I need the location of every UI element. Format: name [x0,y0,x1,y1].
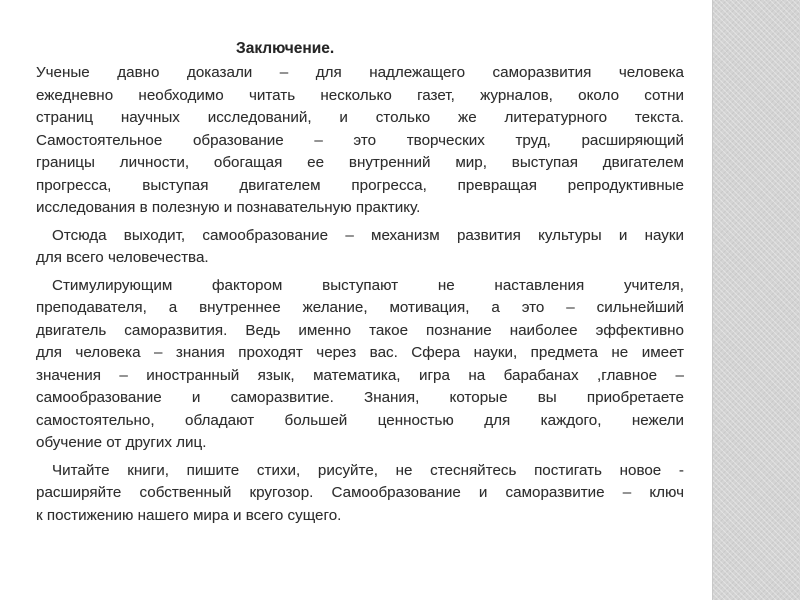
text-line: Ученые давно доказали – для надлежащего саморазвития человека [36,64,684,81]
text-line: Отсюда выходит, самообразование – механизм развития культуры и науки [52,226,684,244]
text-line: значения – иностранный язык, математика, игра на барабанах ,главное – [36,366,684,384]
text-line: самообразование и саморазвитие. Знания, которые вы приобретаете [36,389,684,406]
paragraph-1 [36,62,684,220]
text-line: Стимулирующим фактором выступают не наставления учителя, [52,276,684,294]
paragraph-2 [36,225,684,270]
document-title: Заключение. [236,40,335,57]
text-line: самостоятельно, обладают большей ценностью для каждого, нежели [36,411,684,429]
text-line: исследования в полезную и познавательную практику. [36,199,421,216]
text-line: обучение от других лиц. [36,434,207,451]
text-line: прогресса, выступая двигателем прогресса, превращая репродуктивные [36,176,684,194]
text-line: к постижению нашего мира и всего сущего. [36,506,342,524]
document-body [36,38,684,527]
decorative-side-panel [712,0,800,600]
text-line: двигатель саморазвития. Ведь именно такое познание наиболее эффективно [36,321,684,339]
paragraph-4 [36,460,684,528]
text-line: преподавателя, а внутреннее желание, мотивация, а это – сильнейший [36,299,684,316]
text-line: Самостоятельное образование – это творческих труд, расширяющий [36,131,684,149]
text-line: ежедневно необходимо читать несколько газет, журналов, около сотни [36,86,684,104]
text-line: страниц научных исследований, и столько же литературного текста. [36,109,684,126]
text-line: границы личности, обогащая ее внутренний мир, выступая двигателем [36,154,684,171]
text-line: для человека – знания проходят через вас. Сфера науки, предмета не имеет [36,344,684,361]
text-line: расширяйте собственный кругозор. Самообразование и саморазвитие – ключ [36,484,684,501]
text-line: Читайте книги, пишите стихи, рисуйте, не стесняйтесь постигать новое - [52,461,684,479]
text-line: для всего человечества. [36,249,209,266]
paragraph-3 [36,275,684,455]
